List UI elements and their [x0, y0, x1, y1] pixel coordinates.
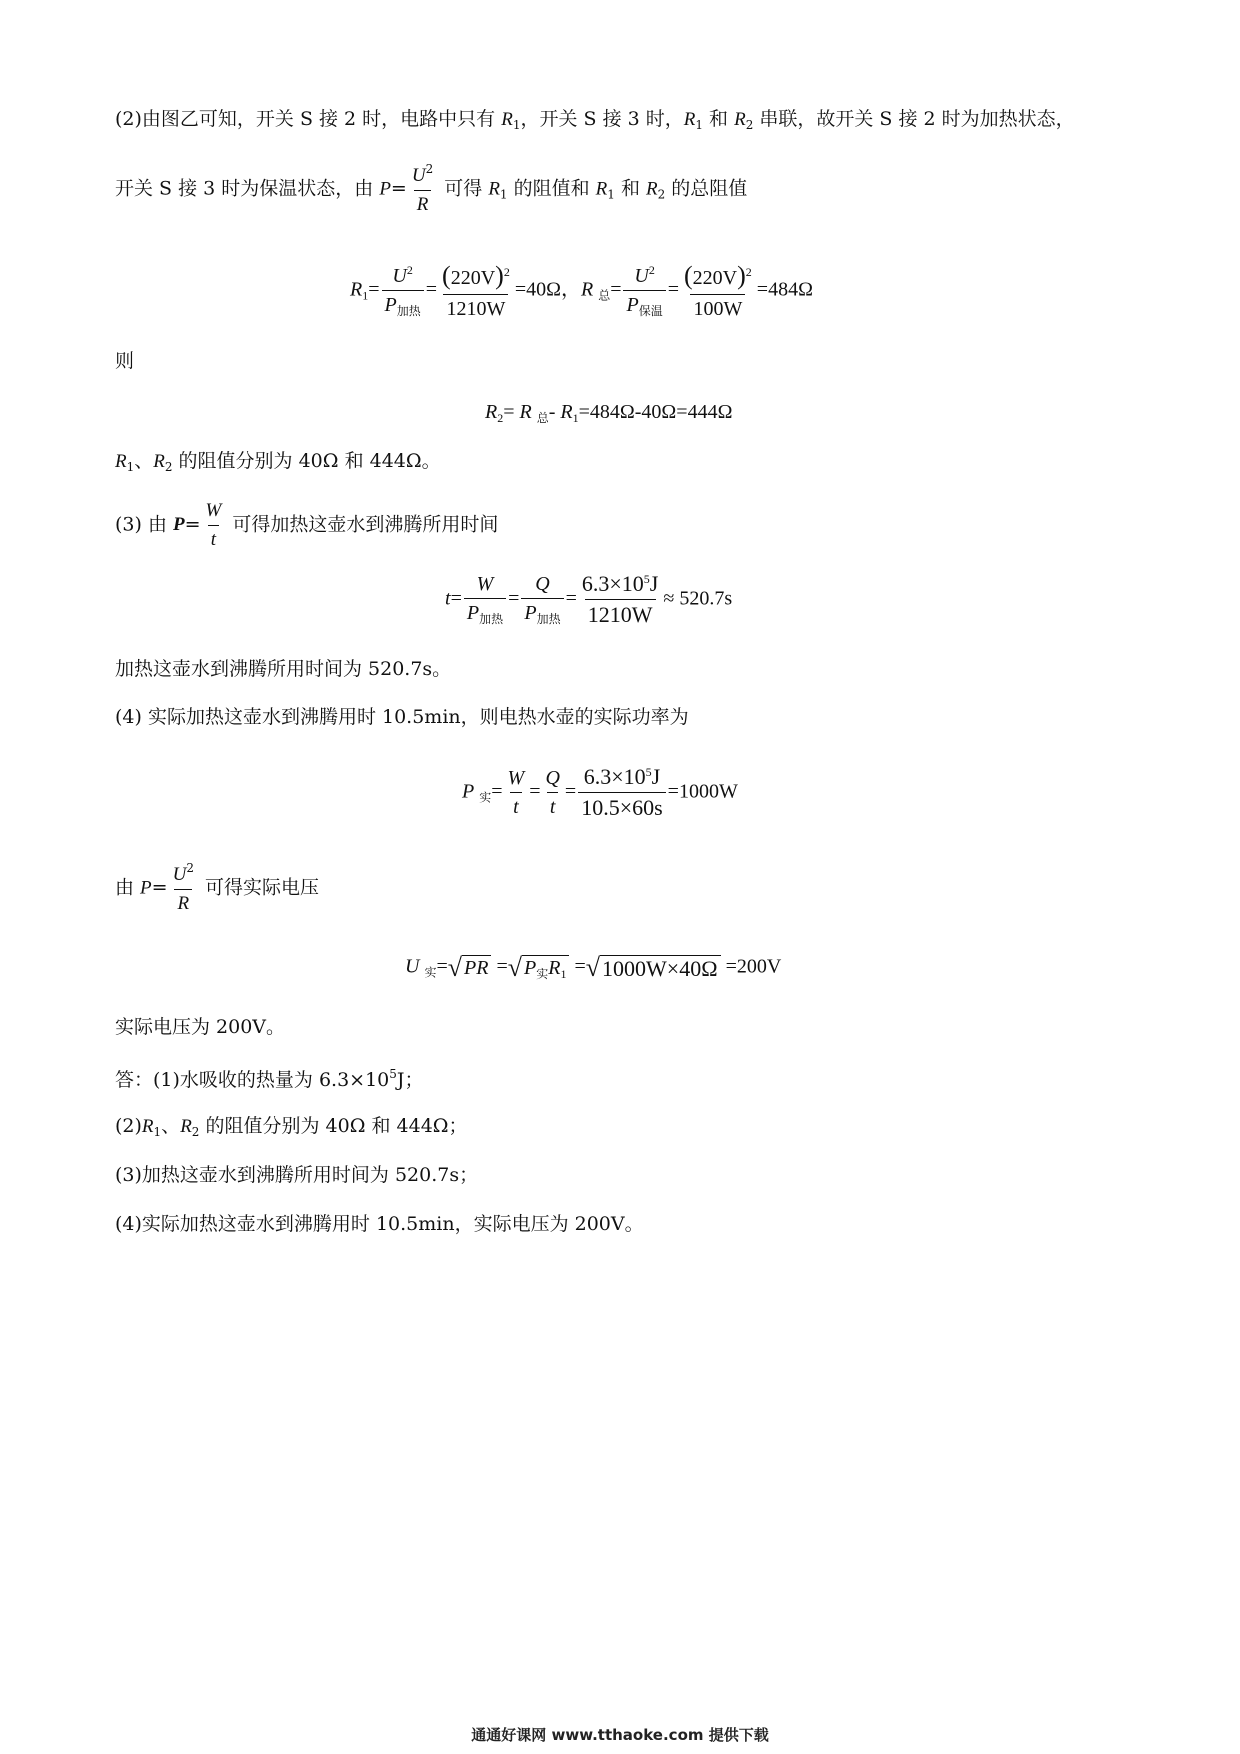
fraction-u2-over-r-2: $\frac{U^2}{R}$: [172, 861, 194, 914]
fraction-w-over-t: $\frac{W}{t}$: [205, 500, 222, 550]
footer-credit: 通通好课网 www.tthaoke.com 提供下载: [471, 1726, 769, 1744]
answer-1: 答：(1)水吸收的热量为 $6.3\times 10^5J$；: [115, 1067, 424, 1091]
fraction-u2-over-r: $\frac{U^2}{R}$: [411, 162, 434, 215]
part3-line: (3) 由 P= $\frac{W}{t}$ 可得加热这壶水到沸腾所用时间: [115, 500, 499, 550]
answer-2: $(2)R_1$、$R_2$ 的阻值分别为 40Ω 和 444Ω；: [115, 1115, 468, 1139]
ze-text: 则: [115, 350, 135, 372]
equation-power: P $_实$= $\frac{W}{t}$ = $\frac{Q}{t}$ = $\frac{6.3\times 10^5J}{10.5\times 60s}$ =1000W: [462, 764, 738, 821]
part2-line2: 开关 S 接 3 时为保温状态，由 P= $\frac{U^2}{R}$ 可得 $R_1$ 的阻值和 $R_1$ 和 $R_2$ 的总阻值: [115, 162, 748, 215]
part3-conclusion: 加热这壶水到沸腾所用时间为 520.7s。: [115, 658, 452, 680]
answer-3: (3)加热这壶水到沸腾所用时间为 520.7s；: [115, 1164, 479, 1186]
equation-voltage: U $_实$= √ PR = √ $P_实R_1$ = √ 1000W×40Ω =200V: [405, 953, 782, 982]
part2-conclusion: $R_1$、$R_2$ 的阻值分别为 40Ω 和 444Ω。: [115, 450, 441, 474]
answer-4: (4)实际加热这壶水到沸腾用时 10.5min，实际电压为 200V。: [115, 1213, 644, 1235]
equation-time: t= $\frac{W}{P_{加热}}$ = $\frac{Q}{P_{加热}}$ = $\frac{6.3\times 10^5J}{1210W}$ ≈ 520.7s: [445, 571, 733, 628]
part4-line: (4) 实际加热这壶水到沸腾用时 10.5min，则电热水壶的实际功率为: [115, 706, 689, 728]
part4-conclusion: 实际电压为 200V。: [115, 1016, 286, 1038]
equation-r1-rtotal: $R_1=$ $\frac{U^2}{P_{加热}}$ = $\frac{(220V)^2}{1210W}$ =40Ω，R $_总$= $\frac{U^2}{P_{保温}}$ = $\frac{(220V)^2}{100W}$ =484Ω: [350, 261, 813, 320]
equation-r2: $R_2= R$ $_总$- $R_1=484\Omega-40\Omega=444\Omega$: [485, 401, 733, 425]
part4-line2: 由 P= $\frac{U^2}{R}$ 可得实际电压: [115, 861, 319, 914]
part2-line1: (2)由图乙可知，开关 S 接 2 时，电路中只有 $R_1$，开关 S 接 3 时，$R_1$ 和 $R_2$ 串联，故开关 S 接 2 时为加热状态，: [115, 108, 1075, 132]
